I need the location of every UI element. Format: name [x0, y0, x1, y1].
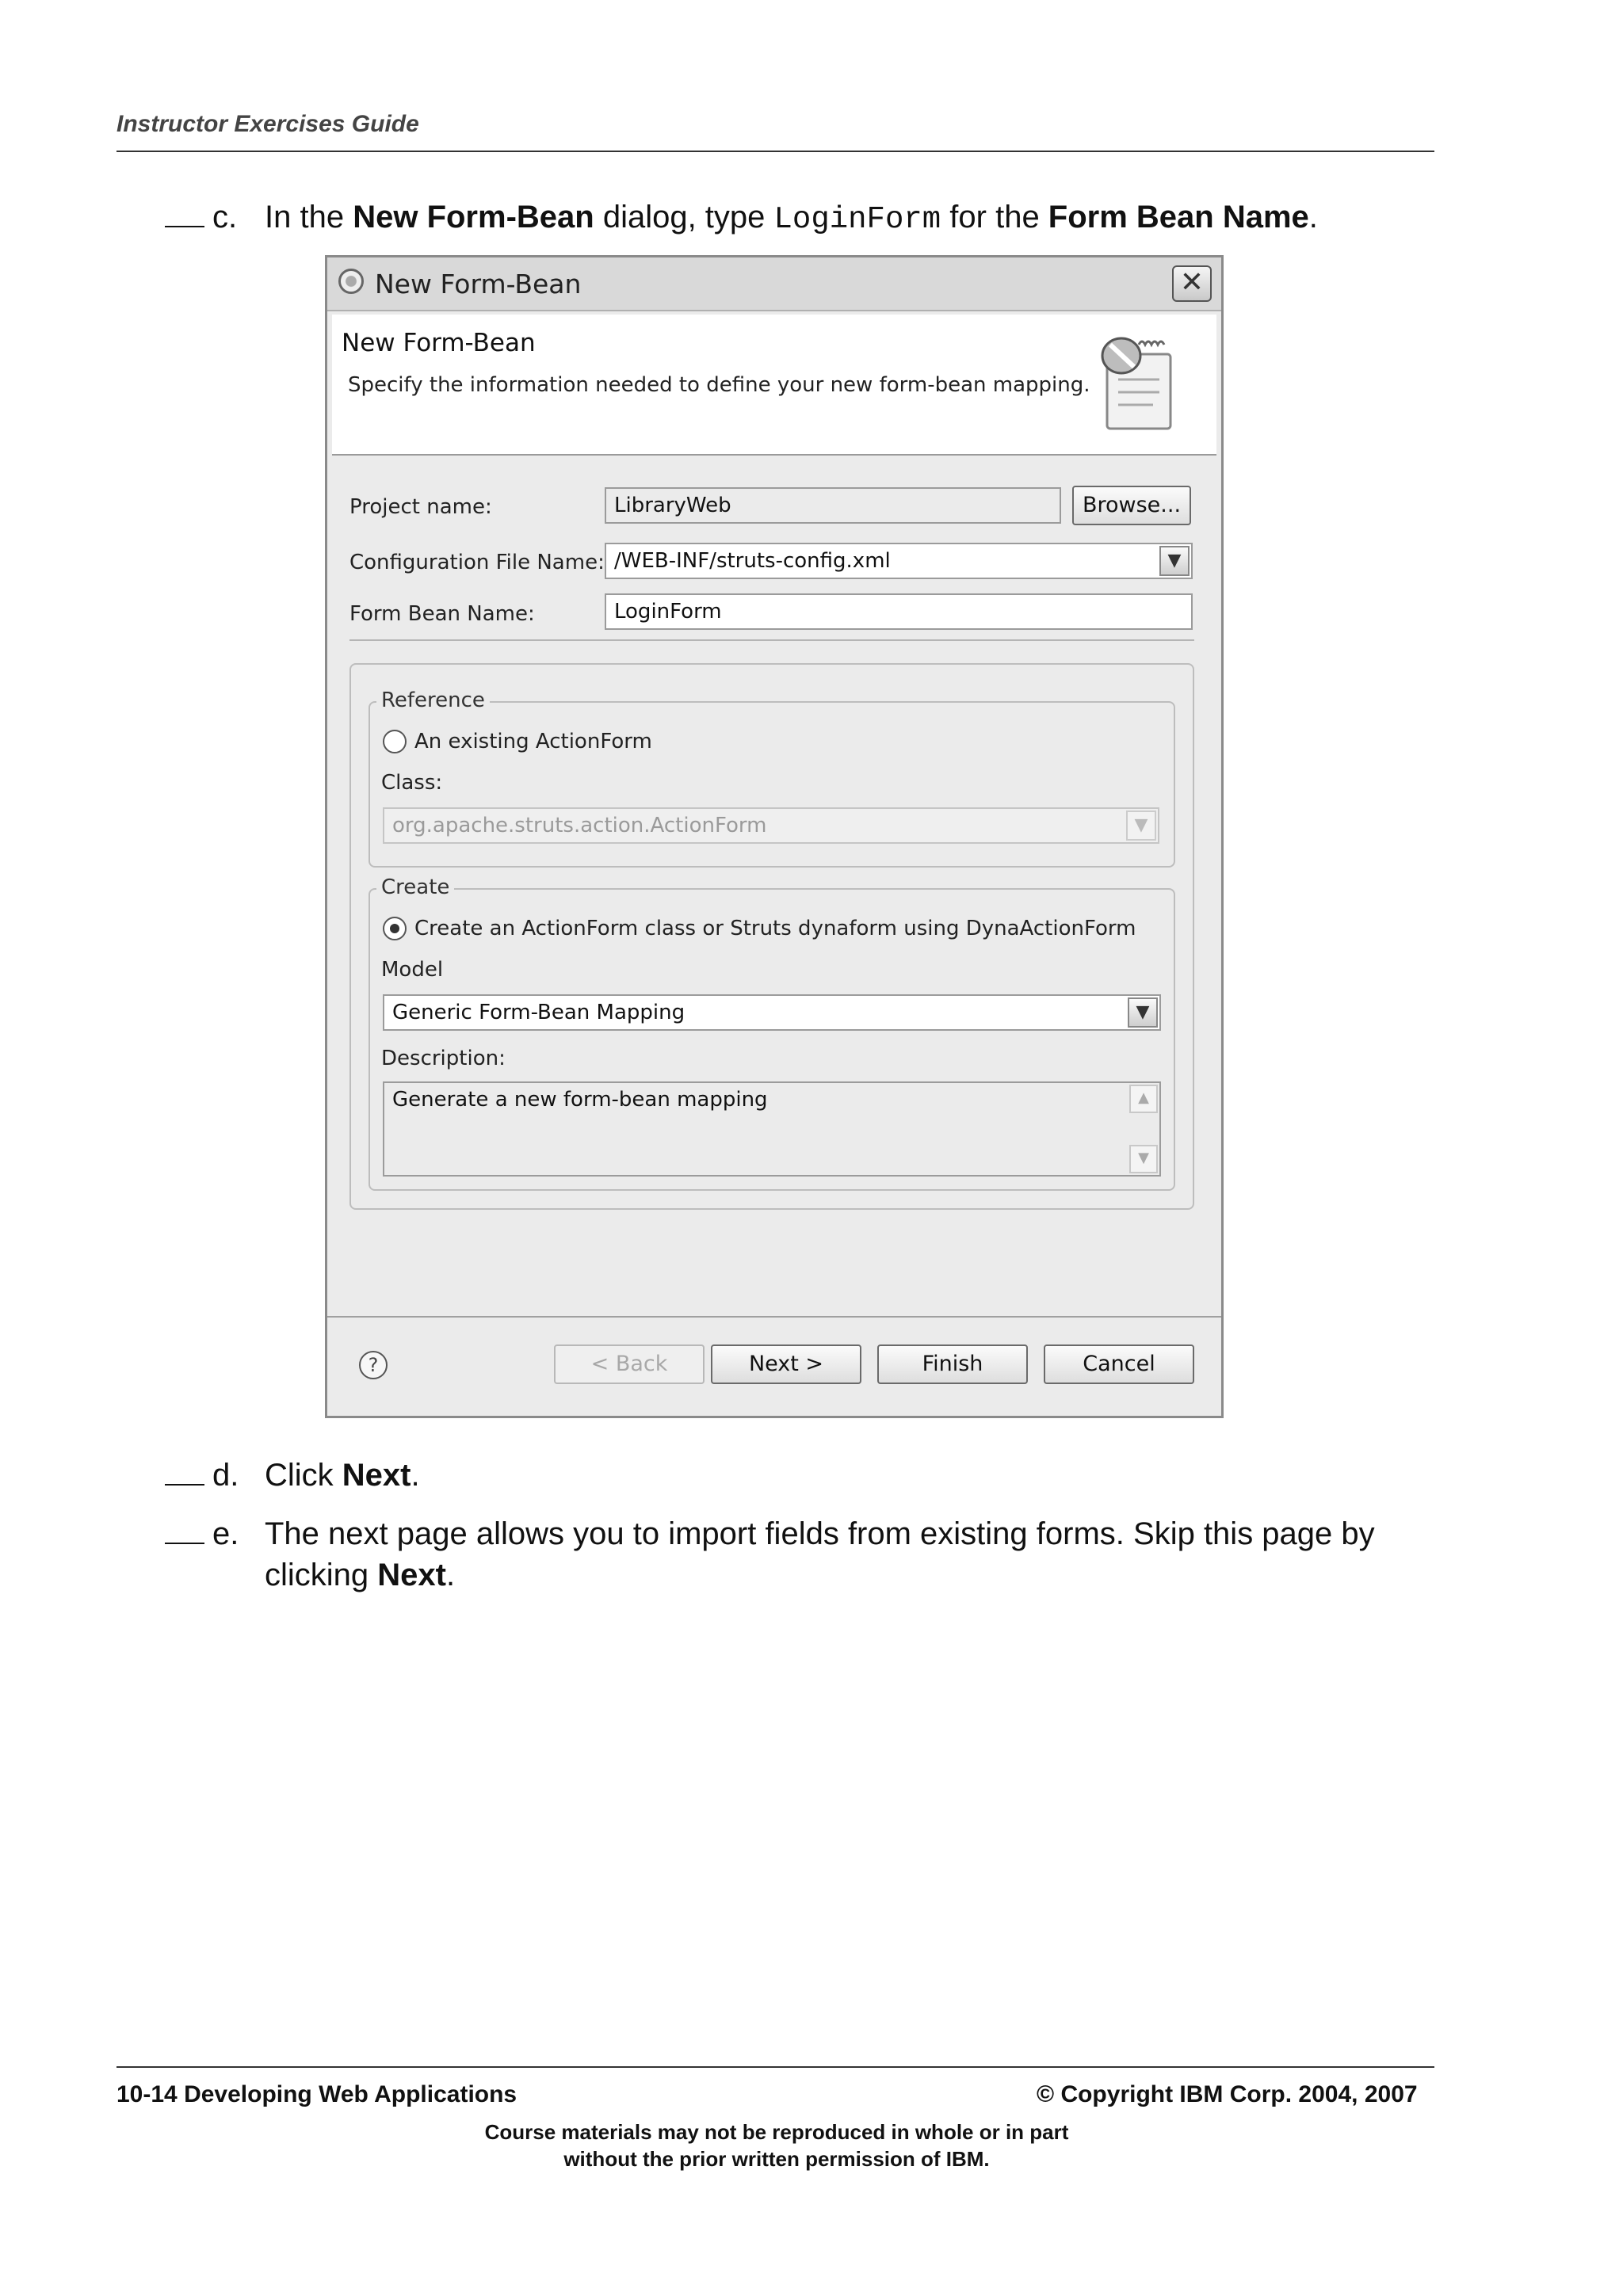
- step-checkbox-blank: [165, 1459, 204, 1486]
- step-text: In the: [265, 200, 353, 235]
- step-code-text: LoginForm: [773, 202, 941, 237]
- dialog-title: New Form-Bean: [375, 269, 582, 299]
- chevron-down-icon[interactable]: ▼: [1128, 997, 1158, 1028]
- step-text: .: [411, 1458, 420, 1493]
- step-text: .: [1308, 200, 1318, 235]
- class-label: Class:: [381, 771, 443, 795]
- description-textarea[interactable]: [383, 1081, 1161, 1177]
- class-select: [383, 807, 1159, 844]
- step-c-text: [265, 196, 1318, 240]
- footer-note-line2: without the prior written permission of IBM.: [563, 2147, 990, 2171]
- footer-copyright: © Copyright IBM Corp. 2004, 2007: [1037, 2081, 1418, 2107]
- step-text: dialog, type: [594, 200, 774, 235]
- step-c: [165, 196, 1318, 238]
- close-button[interactable]: [1172, 265, 1212, 302]
- step-text: for the: [941, 200, 1048, 235]
- step-marker: e.: [212, 1516, 239, 1551]
- existing-actionform-label: An existing ActionForm: [414, 730, 652, 753]
- step-text: The next page allows you to import fields from existing forms. Skip this page by: [265, 1516, 1375, 1551]
- form-bean-name-label: Form Bean Name:: [349, 602, 535, 626]
- footer-rule: [116, 2066, 1434, 2068]
- step-bold-text: Next: [377, 1558, 446, 1592]
- eclipse-icon: [338, 269, 364, 294]
- step-checkbox-blank: [165, 1517, 204, 1544]
- model-value: Generic Form-Bean Mapping: [392, 1001, 685, 1024]
- project-name-label: Project name:: [349, 495, 492, 519]
- form-bean-name-input[interactable]: LoginForm: [605, 593, 1193, 630]
- cancel-button[interactable]: Cancel: [1044, 1344, 1194, 1384]
- scroll-up-icon[interactable]: ▲: [1129, 1085, 1158, 1113]
- model-select[interactable]: [383, 994, 1161, 1031]
- config-file-select[interactable]: [605, 543, 1193, 579]
- step-bold-text: New Form-Bean: [353, 200, 594, 235]
- chevron-down-icon: ▼: [1126, 810, 1156, 841]
- wizard-notepad-icon: [1090, 330, 1185, 433]
- header-rule: [116, 151, 1434, 152]
- step-text: Click: [265, 1458, 342, 1493]
- step-text: .: [445, 1558, 456, 1592]
- description-label: Description:: [381, 1047, 506, 1070]
- scroll-down-icon[interactable]: ▼: [1129, 1145, 1158, 1173]
- banner-description: Specify the information needed to define your new form-bean mapping.: [348, 373, 1090, 397]
- chevron-down-icon[interactable]: ▼: [1159, 546, 1190, 576]
- back-button: < Back: [554, 1344, 705, 1384]
- new-form-bean-dialog: [325, 255, 1224, 1418]
- step-d-text: [265, 1455, 420, 1496]
- separator: [349, 639, 1194, 641]
- step-d: [165, 1455, 420, 1496]
- step-marker: c.: [212, 200, 238, 235]
- create-actionform-radio[interactable]: [383, 917, 407, 940]
- step-checkbox-blank: [165, 200, 204, 227]
- page-header-title: Instructor Exercises Guide: [116, 111, 419, 137]
- dialog-titlebar[interactable]: [327, 257, 1221, 311]
- step-e: [165, 1513, 1375, 1592]
- existing-actionform-radio[interactable]: [383, 730, 407, 753]
- step-marker: d.: [212, 1458, 239, 1493]
- step-bold-text: Form Bean Name: [1048, 200, 1309, 235]
- class-value: org.apache.struts.action.ActionForm: [392, 814, 767, 837]
- next-button[interactable]: Next >: [711, 1344, 861, 1384]
- finish-button[interactable]: Finish: [877, 1344, 1028, 1384]
- footer-page-info: 10-14 Developing Web Applications: [116, 2081, 517, 2107]
- description-value: Generate a new form-bean mapping: [392, 1088, 768, 1112]
- reference-legend: Reference: [376, 688, 490, 712]
- browse-button[interactable]: Browse...: [1072, 486, 1191, 525]
- create-actionform-label: Create an ActionForm class or Struts dynaform using DynaActionForm: [414, 917, 1136, 940]
- project-name-field[interactable]: LibraryWeb: [605, 487, 1061, 524]
- step-bold-text: Next: [342, 1458, 411, 1493]
- step-text: clicking: [265, 1558, 378, 1592]
- button-bar-separator: [327, 1316, 1221, 1318]
- model-label: Model: [381, 958, 444, 982]
- banner-title: New Form-Bean: [342, 329, 536, 357]
- config-file-value: /WEB-INF/struts-config.xml: [614, 549, 891, 573]
- help-icon[interactable]: ?: [359, 1351, 388, 1379]
- footer-note-line1: Course materials may not be reproduced in whole or in part: [484, 2120, 1069, 2144]
- create-legend: Create: [376, 875, 454, 899]
- dialog-banner: [332, 315, 1216, 456]
- config-file-label: Configuration File Name:: [349, 551, 605, 574]
- step-e-text: [265, 1513, 1375, 1596]
- close-icon: ✕: [1179, 266, 1205, 299]
